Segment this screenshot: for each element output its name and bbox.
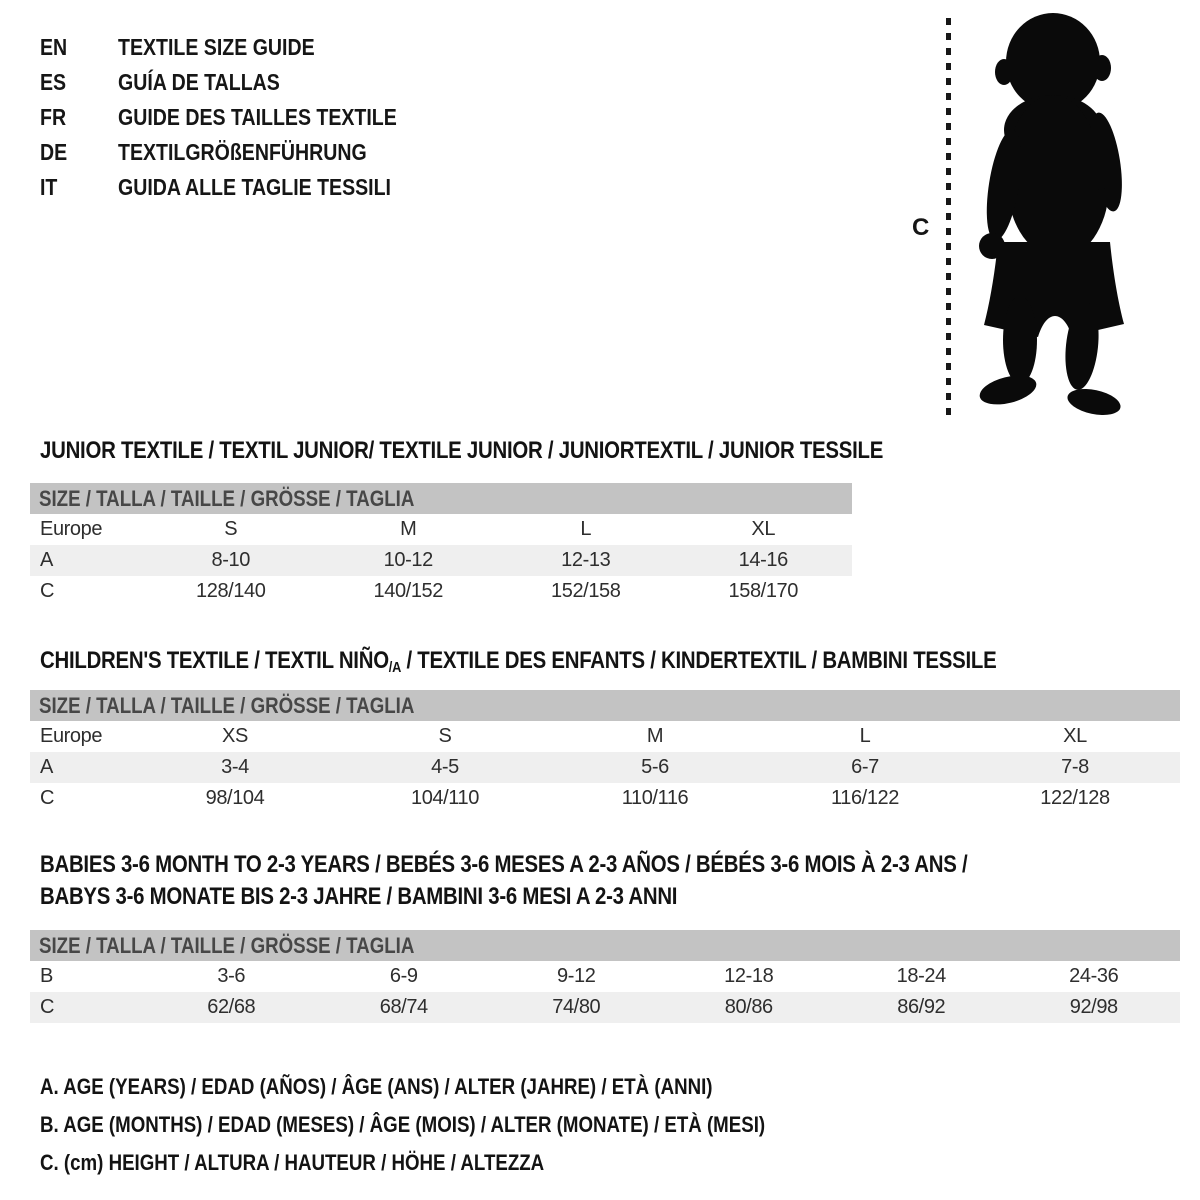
size-cell: S bbox=[224, 518, 238, 540]
height-cell: 140/152 bbox=[373, 580, 443, 602]
size-cell: XS bbox=[222, 725, 248, 747]
size-cell: M bbox=[646, 725, 664, 747]
language-code: FR bbox=[40, 104, 67, 130]
height-cell: 152/158 bbox=[551, 580, 621, 602]
language-title: TEXTILE SIZE GUIDE bbox=[118, 34, 315, 60]
age-cell: 10-12 bbox=[383, 549, 433, 571]
language-title: GUÍA DE TALLAS bbox=[118, 69, 280, 95]
height-cell: 104/110 bbox=[410, 787, 479, 809]
table-row-europe bbox=[30, 721, 1180, 752]
age-cell: 6-7 bbox=[851, 756, 879, 778]
height-cell: 158/170 bbox=[728, 580, 798, 602]
row-label: A bbox=[40, 756, 53, 778]
language-row-en bbox=[40, 30, 446, 65]
row-label: B bbox=[40, 965, 53, 987]
legend-line-c: C. (cm) HEIGHT / ALTURA / HAUTEUR / HÖHE / ALTEZZA bbox=[40, 1150, 545, 1175]
age-cell: 3-4 bbox=[221, 756, 249, 778]
row-label: Europe bbox=[40, 725, 103, 747]
table-row-height bbox=[30, 576, 852, 607]
table-row-height bbox=[30, 783, 1180, 814]
row-label: Europe bbox=[40, 518, 103, 540]
language-row-it bbox=[40, 170, 446, 205]
language-row-fr bbox=[40, 100, 446, 135]
height-cell: 74/80 bbox=[552, 996, 601, 1018]
height-cell: 110/116 bbox=[621, 787, 689, 809]
height-cell: 62/68 bbox=[207, 996, 256, 1018]
language-code: EN bbox=[40, 34, 68, 60]
table-row-age-months bbox=[30, 961, 1180, 992]
height-cell: 98/104 bbox=[205, 787, 265, 809]
language-row-es bbox=[40, 65, 446, 100]
height-cell: 86/92 bbox=[897, 996, 946, 1018]
junior-size-table bbox=[30, 483, 852, 607]
size-header-bar: SIZE / TALLA / TAILLE / GRÖSSE / TAGLIA bbox=[30, 690, 1180, 721]
language-title: GUIDE DES TAILLES TEXTILE bbox=[118, 104, 397, 130]
size-cell: L bbox=[859, 725, 871, 747]
language-title: GUIDA ALLE TAGLIE TESSILI bbox=[118, 174, 391, 200]
height-cell: 68/74 bbox=[379, 996, 428, 1018]
language-code: DE bbox=[40, 139, 68, 165]
height-measure-label: C bbox=[912, 214, 930, 241]
language-title-list bbox=[40, 30, 446, 205]
junior-section-heading: JUNIOR TEXTILE / TEXTIL JUNIOR/ TEXTILE JUNIOR / JUNIORTEXTIL / JUNIOR TESSILE bbox=[40, 437, 884, 464]
babies-size-table bbox=[30, 930, 1180, 1023]
children-size-table bbox=[30, 690, 1180, 814]
legend-line-a: A. AGE (YEARS) / EDAD (AÑOS) / ÂGE (ANS) / ALTER (JAHRE) / ETÀ (ANNI) bbox=[40, 1074, 713, 1099]
language-code: ES bbox=[40, 69, 67, 95]
language-title: TEXTILGRÖßENFÜHRUNG bbox=[118, 139, 367, 165]
age-cell: 5-6 bbox=[641, 756, 669, 778]
size-cell: XL bbox=[1063, 725, 1087, 747]
size-cell: XL bbox=[751, 518, 776, 540]
size-header-bar: SIZE / TALLA / TAILLE / GRÖSSE / TAGLIA bbox=[30, 930, 1180, 961]
age-cell: 12-18 bbox=[724, 965, 774, 987]
height-cell: 128/140 bbox=[196, 580, 266, 602]
legend-line-b: B. AGE (MONTHS) / EDAD (MESES) / ÂGE (MOIS) / ALTER (MONATE) / ETÀ (MESI) bbox=[40, 1112, 766, 1137]
language-code: IT bbox=[40, 174, 58, 200]
age-cell: 3-6 bbox=[217, 965, 246, 987]
babies-section-heading: BABIES 3-6 MONTH TO 2-3 YEARS / BEBÉS 3-6 MESES A 2-3 AÑOS / BÉBÉS 3-6 MOIS À 2-3 ANS / BABYS 3-6 MONATE BIS 2-3 JAHRE / BAMBINI 3-6 MESI A 2-3 ANNI bbox=[40, 851, 968, 910]
size-cell: S bbox=[438, 725, 452, 747]
age-cell: 9-12 bbox=[557, 965, 596, 987]
row-label: A bbox=[40, 549, 53, 571]
table-row-age bbox=[30, 752, 1180, 783]
measurement-legend bbox=[40, 1068, 893, 1182]
age-cell: 8-10 bbox=[211, 549, 250, 571]
age-cell: 6-9 bbox=[389, 965, 418, 987]
height-cell: 80/86 bbox=[724, 996, 773, 1018]
row-label: C bbox=[40, 787, 55, 809]
table-row-europe bbox=[30, 514, 852, 545]
children-section-heading: CHILDREN'S TEXTILE / TEXTIL NIÑO/A / TEXTILE DES ENFANTS / KINDERTEXTIL / BAMBINI TESSILE bbox=[40, 647, 997, 676]
age-cell: 12-13 bbox=[561, 549, 611, 571]
height-cell: 122/128 bbox=[1040, 787, 1110, 809]
row-label: C bbox=[40, 996, 55, 1018]
size-cell: M bbox=[400, 518, 417, 540]
age-cell: 14-16 bbox=[738, 549, 788, 571]
baby-silhouette-icon bbox=[960, 10, 1142, 420]
age-cell: 24-36 bbox=[1069, 965, 1119, 987]
height-cell: 116/122 bbox=[830, 787, 899, 809]
height-cell: 92/98 bbox=[1069, 996, 1118, 1018]
size-cell: L bbox=[580, 518, 592, 540]
size-header-bar: SIZE / TALLA / TAILLE / GRÖSSE / TAGLIA bbox=[30, 483, 852, 514]
age-cell: 4-5 bbox=[431, 756, 459, 778]
table-row-age bbox=[30, 545, 852, 576]
height-dashed-line bbox=[946, 18, 951, 416]
nino-a-subscript: /A bbox=[388, 659, 402, 676]
table-row-height bbox=[30, 992, 1180, 1023]
row-label: C bbox=[40, 580, 55, 602]
age-cell: 18-24 bbox=[896, 965, 946, 987]
age-cell: 7-8 bbox=[1061, 756, 1089, 778]
language-row-de bbox=[40, 135, 446, 170]
